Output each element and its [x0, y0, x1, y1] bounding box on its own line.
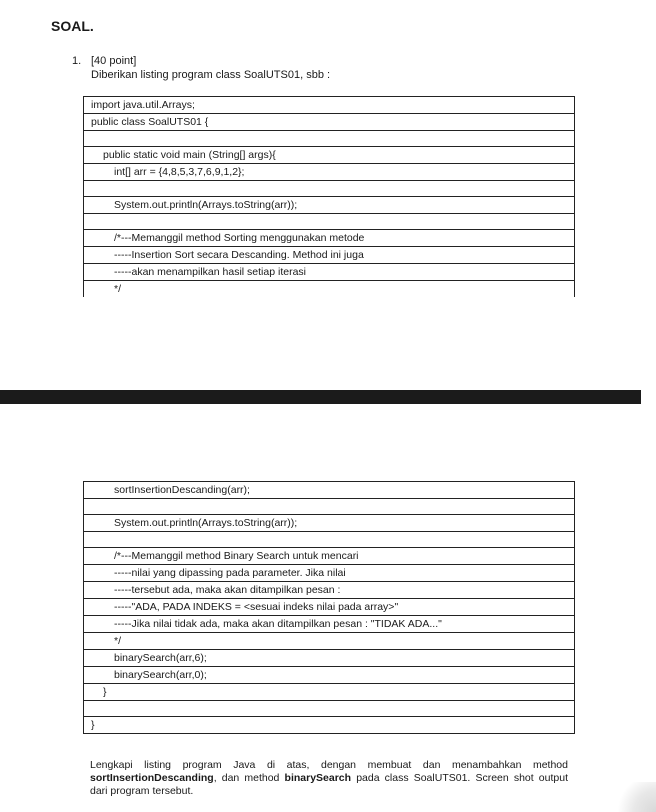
code-line: System.out.println(Arrays.toString(arr)); — [84, 197, 575, 214]
code-line: } — [84, 684, 575, 701]
code-row — [84, 633, 575, 650]
code-row — [84, 214, 575, 230]
code-row — [84, 114, 575, 131]
code-row — [84, 717, 575, 734]
code-line — [84, 214, 575, 230]
document-page-top — [0, 0, 641, 390]
code-line: public static void main (String[] args){ — [84, 147, 575, 164]
code-line: -----akan menampilkan hasil setiap iterasi — [84, 264, 575, 281]
code-row — [84, 482, 575, 499]
code-line: -----Jika nilai tidak ada, maka akan ditampilkan pesan : "TIDAK ADA..." — [84, 616, 575, 633]
code-line: import java.util.Arrays; — [84, 97, 575, 114]
code-line — [84, 532, 575, 548]
code-listing-part2 — [83, 481, 575, 734]
question-points: [40 point] — [91, 55, 137, 67]
question-intro: Diberikan listing program class SoalUTS01, sbb : — [91, 69, 331, 81]
code-line: sortInsertionDescanding(arr); — [84, 482, 575, 499]
instruction-text: Lengkapi listing program Java di atas, dengan membuat dan menambahkan method — [90, 759, 568, 771]
code-line — [84, 181, 575, 197]
code-row — [84, 131, 575, 147]
code-line — [84, 131, 575, 147]
method-name-sort: sortInsertionDescanding — [90, 772, 214, 784]
instruction-text: pada class SoalUTS01. Screen shot output dari program tersebut. — [90, 772, 568, 797]
code-row — [84, 499, 575, 515]
code-line — [84, 701, 575, 717]
code-line: /*---Memanggil method Sorting menggunakan metode — [84, 230, 575, 247]
right-margin — [641, 0, 656, 812]
code-line: */ — [84, 633, 575, 650]
code-row — [84, 616, 575, 633]
code-row — [84, 515, 575, 532]
code-line: -----Insertion Sort secara Descanding. Method ini juga — [84, 247, 575, 264]
code-line: } — [84, 717, 575, 734]
code-row — [84, 684, 575, 701]
code-row — [84, 532, 575, 548]
code-row — [84, 164, 575, 181]
instruction-paragraph — [90, 759, 568, 798]
code-row — [84, 230, 575, 247]
code-row — [84, 247, 575, 264]
code-line: binarySearch(arr,0); — [84, 667, 575, 684]
code-row — [84, 548, 575, 565]
code-row — [84, 197, 575, 214]
code-line: public class SoalUTS01 { — [84, 114, 575, 131]
code-line: System.out.println(Arrays.toString(arr)); — [84, 515, 575, 532]
code-row — [84, 599, 575, 616]
code-listing-part1 — [83, 96, 575, 297]
code-row — [84, 264, 575, 281]
code-line: -----tersebut ada, maka akan ditampilkan pesan : — [84, 582, 575, 599]
code-line: -----"ADA, PADA INDEKS = <sesuai indeks nilai pada array>" — [84, 599, 575, 616]
code-line: int[] arr = {4,8,5,3,7,6,9,1,2}; — [84, 164, 575, 181]
code-line: */ — [84, 281, 575, 298]
code-line: /*---Memanggil method Binary Search untuk mencari — [84, 548, 575, 565]
question-number: 1. — [72, 55, 82, 67]
page-separator — [0, 390, 656, 404]
page-heading: SOAL. — [51, 18, 94, 34]
code-row — [84, 181, 575, 197]
code-row — [84, 97, 575, 114]
page-corner-curl — [610, 782, 656, 812]
method-name-search: binarySearch — [284, 772, 352, 784]
code-line — [84, 499, 575, 515]
code-row — [84, 565, 575, 582]
code-row — [84, 582, 575, 599]
code-line: -----nilai yang dipassing pada parameter. Jika nilai — [84, 565, 575, 582]
code-row — [84, 281, 575, 298]
code-row — [84, 667, 575, 684]
code-row — [84, 650, 575, 667]
instruction-text: , dan method — [213, 772, 285, 784]
code-row — [84, 147, 575, 164]
code-line: binarySearch(arr,6); — [84, 650, 575, 667]
code-row — [84, 701, 575, 717]
